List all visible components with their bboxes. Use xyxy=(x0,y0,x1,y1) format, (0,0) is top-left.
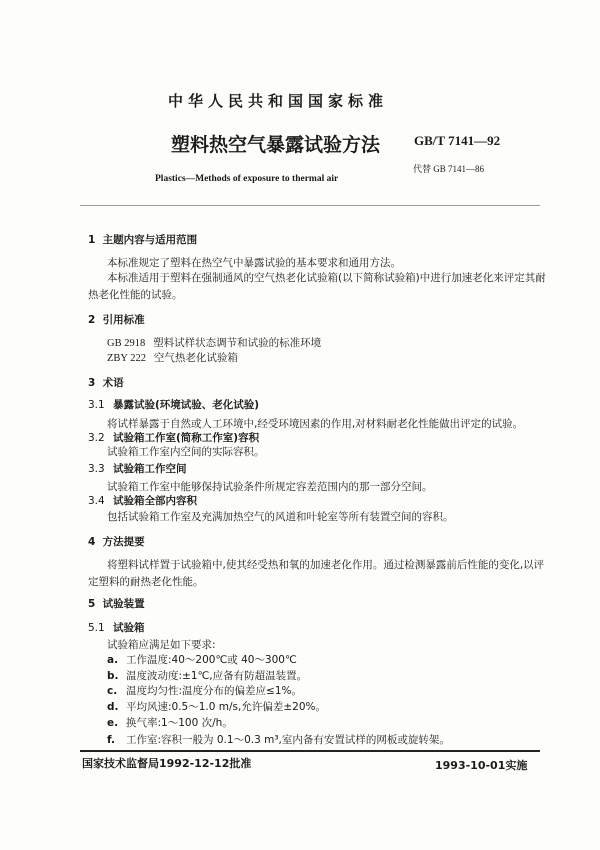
item-label: b. xyxy=(107,670,119,682)
paragraph: 定塑料的耐热老化性能。 xyxy=(88,576,204,588)
reference-item: GB 2918 塑料试样状态调节和试验的标准环境 xyxy=(107,338,322,349)
term-definition: 包括试验箱工作室及充满加热空气的风道和叶轮室等所有装置空间的容积。 xyxy=(107,511,454,523)
item-text: 工作温度:40～200℃或 40～300℃ xyxy=(126,654,297,666)
item-label: e. xyxy=(107,717,119,729)
term-definition: 试验箱工作室中能够保持试验条件所规定容差范围内的那一部分空间。 xyxy=(107,481,433,493)
item-label: c. xyxy=(107,685,118,697)
section-5-heading: 5 试验装置 xyxy=(88,598,145,610)
item-label: f. xyxy=(107,734,115,746)
subsection-number: 5.1 xyxy=(88,622,105,634)
english-title: Plastics—Methods of exposure to thermal air xyxy=(155,174,339,184)
term-name: 试验箱工作室(简称工作室)容积 xyxy=(113,432,260,444)
standard-code: GB/T 7141—92 xyxy=(414,133,501,148)
paragraph: 将塑料试样置于试验箱中,使其经受热和氧的加速老化作用。通过检测暴露前后性能的变化,以评 xyxy=(107,559,545,571)
item-text: 平均风速:0.5～1.0 m/s,允许偏差±20%。 xyxy=(126,701,326,713)
term-number: 3.2 xyxy=(88,432,105,444)
replaces-note: 代替 GB 7141—86 xyxy=(413,164,485,174)
item-text: 工作室:容积一般为 0.1～0.3 m³,室内备有安置试样的网板或旋转架。 xyxy=(126,734,450,746)
paragraph: 热老化性能的试验。 xyxy=(88,289,183,301)
section-2-heading: 2 引用标准 xyxy=(88,314,145,326)
document-title: 塑料热空气暴露试验方法 xyxy=(171,134,381,156)
section-1-heading: 1 主题内容与适用范围 xyxy=(88,234,198,246)
paragraph: 试验箱应满足如下要求: xyxy=(107,639,216,651)
paragraph: 本标准规定了塑料在热空气中暴露试验的基本要求和通用方法。 xyxy=(107,257,401,269)
subsection-name: 试验箱 xyxy=(113,622,145,634)
item-text: 温度均匀性:温度分布的偏差应≤1%。 xyxy=(126,685,302,697)
national-standard-label: 中华人民共和国国家标准 xyxy=(168,92,389,110)
section-4-heading: 4 方法提要 xyxy=(88,536,145,548)
term-number: 3.1 xyxy=(88,399,105,411)
item-text: 温度波动度:±1℃,应备有防超温装置。 xyxy=(126,670,308,682)
term-name: 试验箱工作空间 xyxy=(113,463,187,475)
term-number: 3.3 xyxy=(88,463,105,475)
section-3-heading: 3 术语 xyxy=(88,377,124,389)
item-label: d. xyxy=(107,701,119,713)
paragraph: 本标准适用于塑料在强制通风的空气热老化试验箱(以下简称试验箱)中进行加速老化来评定其耐 xyxy=(107,272,546,284)
term-number: 3.4 xyxy=(88,495,105,507)
item-text: 换气率:1～100 次/h。 xyxy=(126,717,233,729)
term-name: 暴露试验(环境试验、老化试验) xyxy=(113,399,260,411)
term-definition: 试验箱工作室内空间的实际容积。 xyxy=(107,446,265,458)
term-definition: 将试样暴露于自然或人工环境中,经受环境因素的作用,对材料耐老化性能做出评定的试验。 xyxy=(107,418,524,430)
approval-note: 国家技术监督局1992-12-12批准 xyxy=(82,757,252,770)
effective-date-note: 1993-10-01实施 xyxy=(435,759,528,772)
term-name: 试验箱全部内容积 xyxy=(113,495,197,507)
footer-divider xyxy=(80,750,540,752)
header-divider xyxy=(80,205,540,206)
item-label: a. xyxy=(107,654,119,666)
reference-item: ZBY 222 空气热老化试验箱 xyxy=(107,353,238,364)
